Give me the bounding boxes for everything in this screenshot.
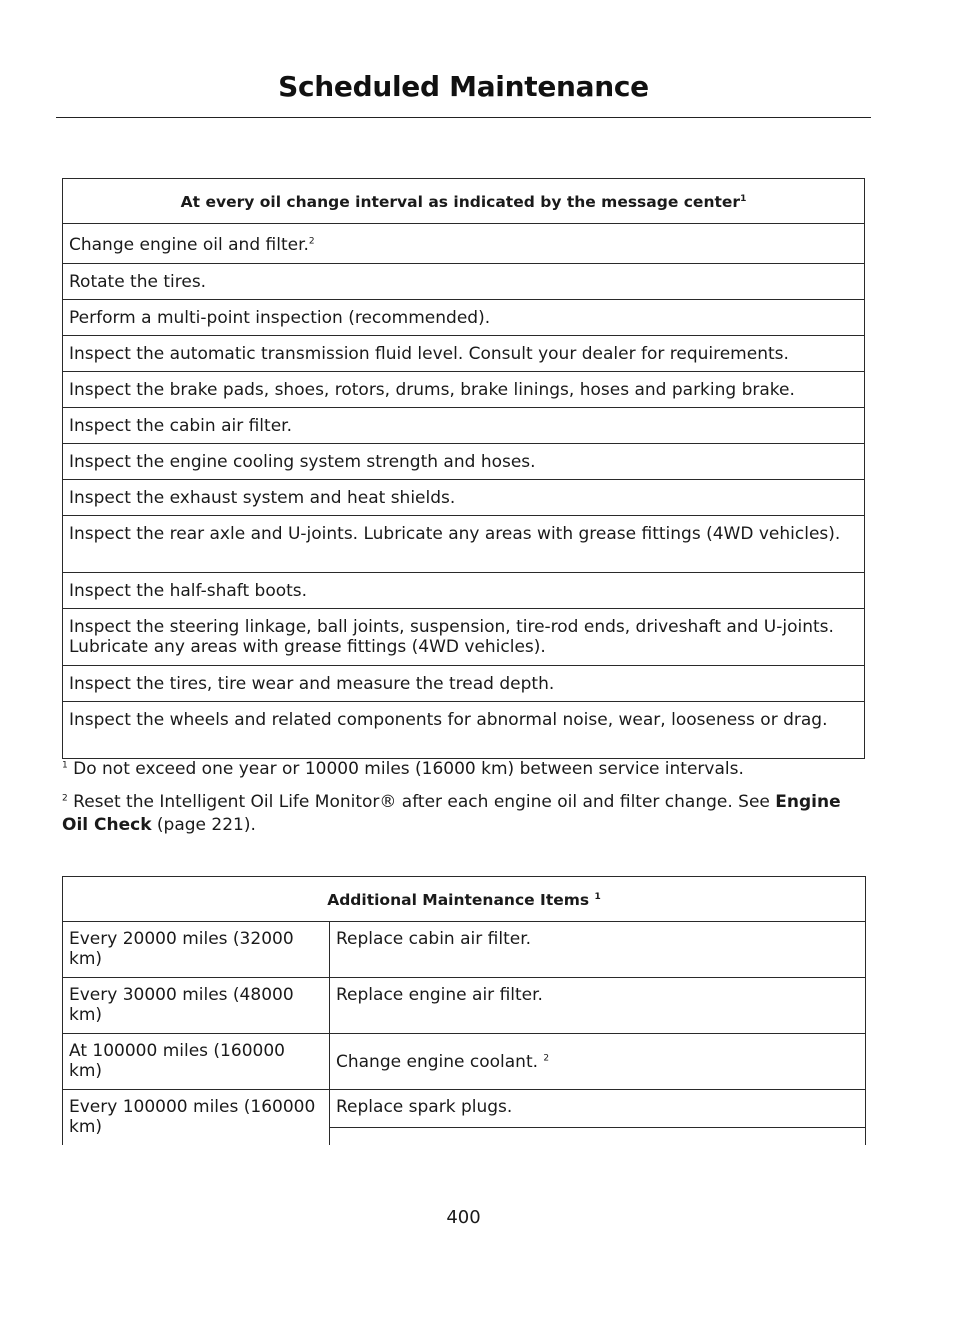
action-cell: Replace spark plugs.	[330, 1090, 866, 1128]
action-cell: Replace engine air filter.	[330, 978, 866, 1034]
footnote-text: Reset the Intelligent Oil Life Monitor® after each engine oil and filter change. See	[73, 792, 776, 812]
table-cell: Inspect the steering linkage, ball joints, suspension, tire-rod ends, driveshaft and U-joints. Lubricate any areas with grease fittings (4WD vehicles).	[63, 609, 865, 666]
table-row	[63, 1090, 866, 1128]
table-row	[63, 978, 866, 1034]
table-row	[63, 573, 865, 609]
footnote-mark: 1	[62, 760, 68, 771]
table-row	[63, 702, 865, 759]
footnote-ref: 2	[308, 236, 315, 247]
table-cell: Inspect the engine cooling system strength and hoses.	[63, 444, 865, 480]
table-cell: Change engine oil and filter.$^2$	[63, 224, 865, 264]
table-cell: Inspect the rear axle and U-joints. Lubricate any areas with grease fittings (4WD vehicles).	[63, 516, 865, 573]
page-number: 400	[446, 1207, 481, 1228]
table-cell: Inspect the tires, tire wear and measure the tread depth.	[63, 666, 865, 702]
table-row	[63, 264, 865, 300]
table-row	[63, 480, 865, 516]
footnote-mark: 2	[62, 793, 68, 804]
table-row	[63, 372, 865, 408]
oil-change-interval-table	[62, 178, 865, 759]
footnote-2	[62, 791, 867, 837]
table-row	[63, 408, 865, 444]
table-cell: Rotate the tires.	[63, 264, 865, 300]
table-cell: Inspect the wheels and related components for abnormal noise, wear, looseness or drag.	[63, 702, 865, 759]
table-cell: Inspect the cabin air filter.	[63, 408, 865, 444]
footnote-text-after: (page 221).	[151, 815, 256, 835]
table-row	[63, 666, 865, 702]
table-cell: Inspect the automatic transmission fluid level. Consult your dealer for requirements.	[63, 336, 865, 372]
action-cell: Change engine coolant. $^2$	[330, 1034, 866, 1090]
table-row	[63, 1034, 866, 1090]
table-row	[63, 300, 865, 336]
table-row	[63, 516, 865, 573]
footnote-ref: 1	[740, 193, 747, 204]
footnote-ref: 1	[594, 891, 601, 902]
table-header	[63, 179, 865, 224]
table-cell: Inspect the brake pads, shoes, rotors, drums, brake linings, hoses and parking brake.	[63, 372, 865, 408]
page-title: Scheduled Maintenance	[278, 70, 649, 103]
interval-cell: Every 30000 miles (48000 km)	[63, 978, 330, 1034]
additional-maintenance-table	[62, 876, 866, 1145]
engine-oil-check-link[interactable]: Engine Oil Check	[62, 792, 841, 835]
table-row	[63, 609, 865, 666]
interval-cell: At 100000 miles (160000 km)	[63, 1034, 330, 1090]
table-header	[63, 877, 866, 922]
table-row	[63, 922, 866, 978]
table-cell: Inspect the half-shaft boots.	[63, 573, 865, 609]
footnote-ref: 2	[543, 1052, 550, 1063]
table-header-label: Additional Maintenance Items	[327, 891, 590, 909]
table-cell: Perform a multi-point inspection (recommended).	[63, 300, 865, 336]
interval-cell: Every 100000 miles (160000 km)	[63, 1090, 330, 1146]
interval-cell: Every 20000 miles (32000 km)	[63, 922, 330, 978]
table-row	[63, 444, 865, 480]
action-cell-continued	[330, 1128, 866, 1145]
table-row	[63, 224, 865, 264]
table-cell: Inspect the exhaust system and heat shields.	[63, 480, 865, 516]
title-divider	[56, 117, 871, 118]
table-row	[63, 336, 865, 372]
action-cell: Replace cabin air filter.	[330, 922, 866, 978]
footnote-text: Do not exceed one year or 10000 miles (16000 km) between service intervals.	[73, 759, 744, 779]
table-header-label: At every oil change interval as indicated by the message center	[180, 193, 741, 211]
footnote-1	[62, 758, 867, 781]
